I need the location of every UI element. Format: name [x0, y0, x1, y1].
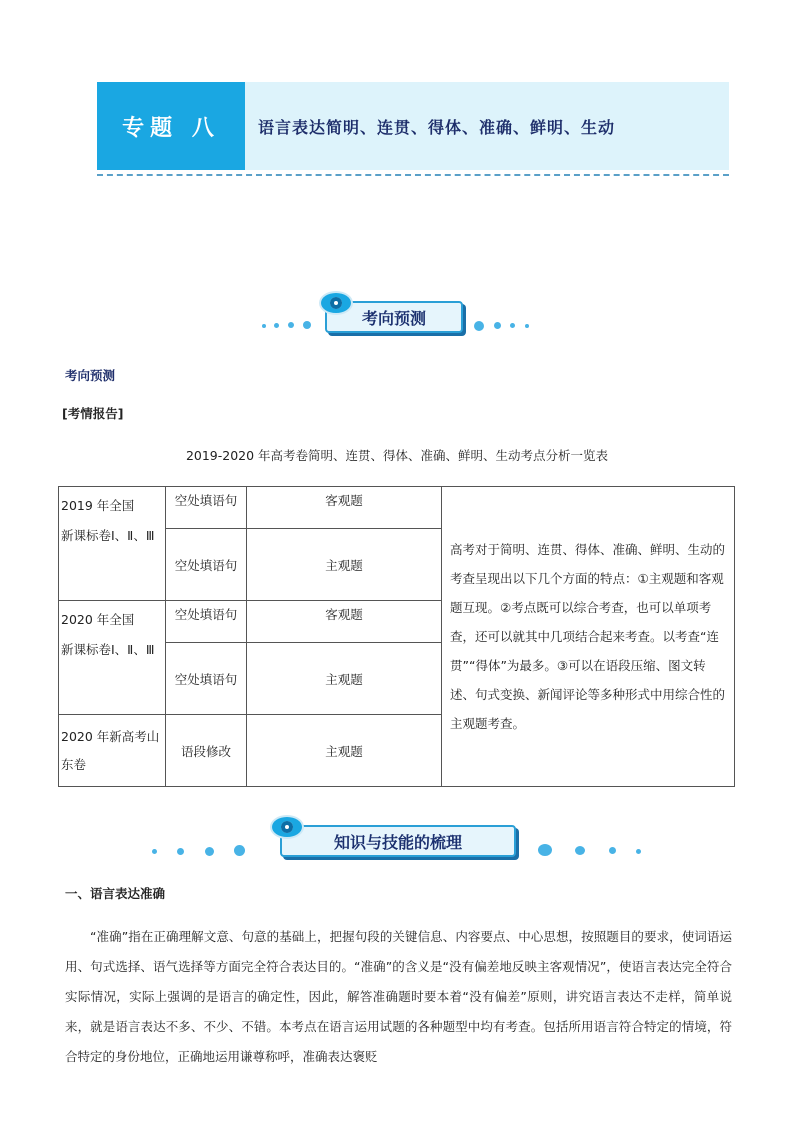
cell-category: 客观题: [247, 601, 442, 643]
decor-dot: [262, 324, 266, 328]
topic-number-block: [97, 82, 245, 170]
cell-source: [59, 601, 166, 715]
cell-type: 空处填语句: [166, 601, 247, 643]
decor-dot: [303, 321, 311, 329]
decor-dot: [636, 849, 641, 854]
forecast-heading: 考向预测: [65, 368, 116, 383]
cell-type: 语段修改: [166, 715, 247, 787]
header-divider: [97, 174, 729, 176]
decor-dot: [510, 323, 515, 328]
cell-type: 空处填语句: [166, 643, 247, 715]
exam-analysis-table: [58, 486, 735, 787]
decor-dot: [177, 848, 184, 855]
decor-dot: [234, 845, 245, 856]
table-caption: 2019-2020 年高考卷简明、连贯、得体、准确、鲜明、生动考点分析一览表: [185, 448, 609, 463]
decor-dot: [274, 323, 279, 328]
decor-dot: [152, 849, 157, 854]
topic-title: 语言表达简明、连贯、得体、准确、鲜明、生动: [258, 117, 616, 137]
badge-forecast-label: 考向预测: [325, 301, 463, 333]
decor-dot: [288, 322, 294, 328]
cell-type: 空处填语句: [166, 487, 247, 529]
decor-dot: [609, 847, 616, 854]
cell-source-text: 新课标卷Ⅰ、Ⅱ、Ⅲ: [61, 528, 155, 543]
cell-category: 主观题: [247, 643, 442, 715]
report-subheading: [考情报告]: [62, 406, 124, 421]
cell-type: 空处填语句: [166, 529, 247, 601]
eye-icon: [270, 815, 304, 839]
decor-dot: [538, 844, 552, 856]
cell-source-text: 新课标卷Ⅰ、Ⅱ、Ⅲ: [61, 642, 155, 657]
cell-analysis: 高考对于简明、连贯、得体、准确、鲜明、生动的考查呈现出以下几个方面的特点：①主观题和客观题互现。②考点既可以综合考查，也可以单项考查，还可以就其中几项结合起来考查。以考查“连贯”“得体”为最多。③可以在语段压缩、图文转述、句式变换、新闻评论等多种形式中用综合性的主观题考查。: [442, 487, 735, 787]
decor-dot: [474, 321, 484, 331]
cell-source: [59, 487, 166, 601]
table-row: [59, 487, 735, 529]
cell-category: 主观题: [247, 529, 442, 601]
cell-source-text: 2020 年全国: [61, 612, 135, 627]
cell-category: 主观题: [247, 715, 442, 787]
decor-dot: [494, 322, 501, 329]
eye-icon: [319, 291, 353, 315]
badge-knowledge-label: 知识与技能的梳理: [280, 825, 516, 857]
decor-dot: [525, 324, 529, 328]
knowledge-paragraph: “准确”指在正确理解文意、句意的基础上，把握句段的关键信息、内容要点、中心思想，按照题目的要求，使词语运用、句式选择、语气选择等方面完全符合表达目的。“准确”的含义是“没有偏差地反映主客观情况”，使语言表达完全符合实际情况，实际上强调的是语言的确定性，因此，解答准确题时要本着“没有偏差”原则，讲究语言表达不走样，简单说来，就是语言表达不多、不少、不错。本考点在语言运用试题的各种题型中均有考查。包括所用语言符合特定的情境，符合特定的身份地位，正确地运用谦尊称呼，准确表达褒贬: [65, 929, 732, 1064]
knowledge-heading: 一、语言表达准确: [65, 886, 166, 901]
cell-source-text: 2019 年全国: [61, 498, 135, 513]
decor-dot: [205, 847, 214, 856]
decor-dot: [575, 846, 585, 855]
topic-number: 专题 八: [122, 114, 220, 141]
cell-source: 2020 年新高考山东卷: [59, 715, 166, 787]
cell-category: 客观题: [247, 487, 442, 529]
